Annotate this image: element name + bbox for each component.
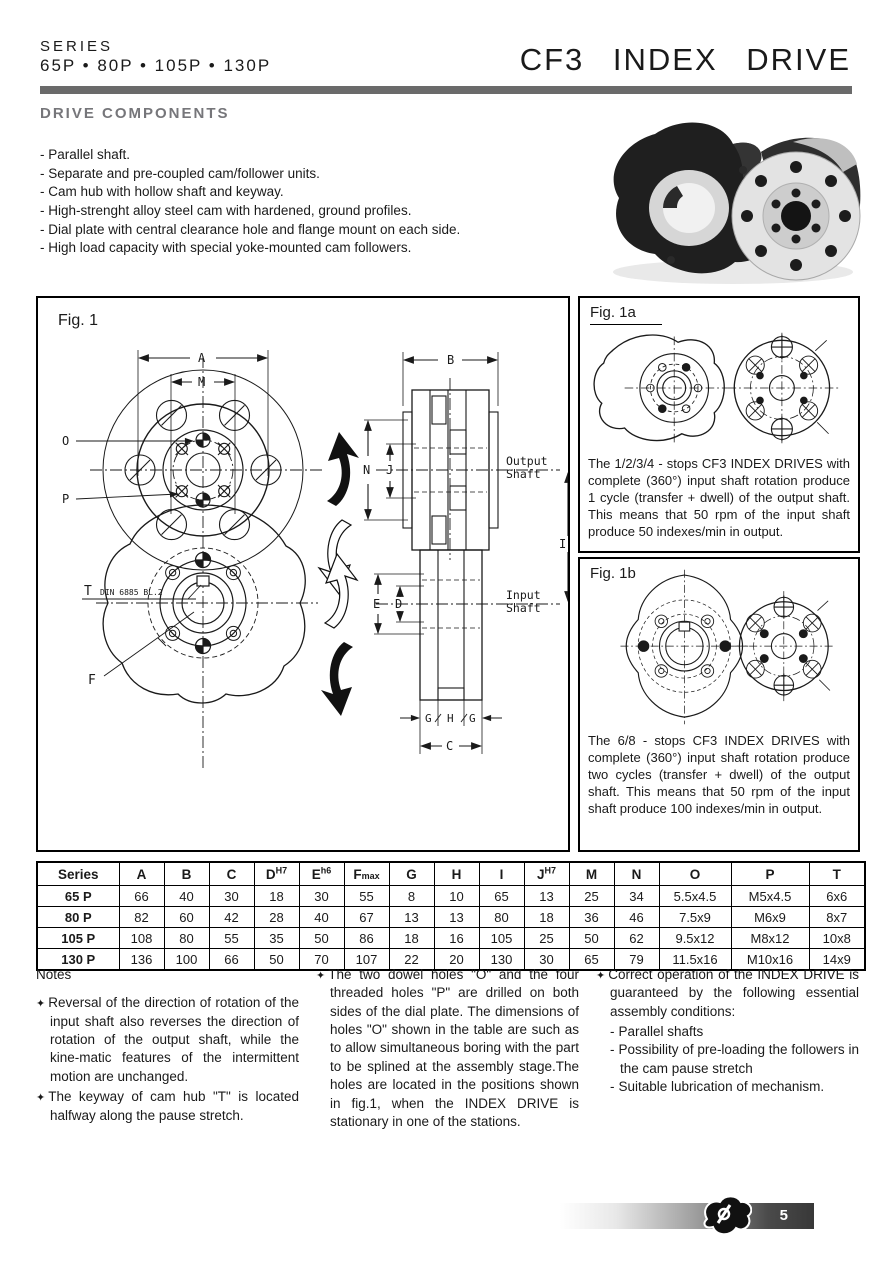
table-cell: 55 xyxy=(209,928,254,949)
rotation-arrow-down-black xyxy=(321,642,353,716)
fig1b-caption: Fig. 1b xyxy=(590,565,636,582)
notes-subitem: - Suitable lubrication of mechanism. xyxy=(610,1079,825,1095)
fig1b-drawing xyxy=(580,568,858,726)
dim-label-c: C xyxy=(446,739,454,753)
table-cell: 107 xyxy=(344,949,389,971)
table-header-cell: N xyxy=(614,862,659,886)
table-cell: 28 xyxy=(254,907,299,928)
dim-label-m: M xyxy=(198,375,206,389)
table-cell: 70 xyxy=(299,949,344,971)
table-header-cell: $J^{H7}$ xyxy=(524,862,569,886)
table-cell: 36 xyxy=(569,907,614,928)
fig1a-caption: Fig. 1a xyxy=(590,304,662,325)
input-shaft-label2: Shaft xyxy=(506,601,541,615)
table-cell: 50 xyxy=(254,949,299,971)
series-cell: 130 P xyxy=(37,949,119,971)
series-values: 65P • 80P • 105P • 130P xyxy=(40,56,272,75)
table-cell: 8x7 xyxy=(809,907,865,928)
fig1b-text: The 6/8 - stops CF3 INDEX DRIVES with complete (360°) input shaft rotation produce two cycles (transfer + dwell) of the output shaft. This means that 50 rpm of the input shaft produce 100 indexes/min in output. xyxy=(588,733,850,816)
table-cell: 46 xyxy=(614,907,659,928)
fig1b-panel xyxy=(578,557,860,852)
dim-label-g-right: G xyxy=(469,712,476,725)
table-cell: 80 xyxy=(164,928,209,949)
table-cell: 65 xyxy=(479,886,524,907)
table-cell: 50 xyxy=(569,928,614,949)
dash-icon: - xyxy=(610,1079,615,1095)
table-header-cell: $D^{H7}$ xyxy=(254,862,299,886)
dim-label-d: D xyxy=(395,597,403,611)
notes-subitem: - Possibility of pre-loading the followers in the cam pause stretch xyxy=(610,1042,859,1076)
keyway-label-din: DIN 6885 BL.2 xyxy=(100,588,163,597)
table-cell: 13 xyxy=(524,886,569,907)
table-cell: M10x16 xyxy=(731,949,809,971)
drive-component-item: - High load capacity with special yoke-mounted cam followers. xyxy=(40,240,412,256)
table-row xyxy=(37,886,865,907)
table-cell: 100 xyxy=(164,949,209,971)
table-header-cell: $E^{h6}$ xyxy=(299,862,344,886)
table-cell: 25 xyxy=(524,928,569,949)
table-cell: 40 xyxy=(164,886,209,907)
table-cell: 34 xyxy=(614,886,659,907)
table-cell: 20 xyxy=(434,949,479,971)
input-shaft-label: Input xyxy=(506,588,541,602)
series-cell: 105 P xyxy=(37,928,119,949)
notes-bullet: ✦ Reversal of the direction of rotation of the input shaft also reverses the direction of rotation of the output shaft, while the kine-matic features of the intermittent motion are unchanged. xyxy=(36,995,299,1084)
table-header-cell: Fmax xyxy=(344,862,389,886)
drive-component-item: - Separate and pre-coupled cam/follower units. xyxy=(40,165,320,181)
dim-label-e: E xyxy=(373,597,381,611)
fig1a-text: The 1/2/3/4 - stops CF3 INDEX DRIVES with complete (360°) input shaft rotation produce 1 cycle (transfer + dwell) of the output shaft. This means that 50 rpm of the input shaft produce 50 indexes/min in output. xyxy=(588,456,850,539)
dim-label-f: F xyxy=(88,673,96,688)
table-header-cell: C xyxy=(209,862,254,886)
table-header-cell: M xyxy=(569,862,614,886)
product-photo xyxy=(593,112,868,290)
table-cell: 16 xyxy=(434,928,479,949)
table-cell: 80 xyxy=(479,907,524,928)
drive-component-item: - Cam hub with hollow shaft and keyway. xyxy=(40,184,284,200)
notes-bullet: ✦ The two dowel holes "O" and the four threaded holes "P" are drilled on both sides of the dial plate. The dimensions of holes "O" shown in the table are such as to allow simultaneous boring with the part to be splined at the assembly stage.The holes are located in the positions shown in fig.1, when the INDEX DRIVE is stationary in one of the stations. xyxy=(316,967,579,1129)
table-row xyxy=(37,907,865,928)
table-cell: 30 xyxy=(209,886,254,907)
dim-label-o: O xyxy=(62,434,70,448)
notes-bullet: ✦ The keyway of cam hub "T" is located halfway along the pause stretch. xyxy=(36,1089,299,1123)
rotation-arrows xyxy=(319,432,359,716)
spec-table-header-row xyxy=(37,862,865,886)
bullet-icon: ✦ xyxy=(36,998,46,1011)
table-cell: 25 xyxy=(569,886,614,907)
dim-label-n: N xyxy=(363,463,371,477)
table-cell: 86 xyxy=(344,928,389,949)
table-cell: 42 xyxy=(209,907,254,928)
rotation-arrow-up-black xyxy=(327,432,359,506)
dim-label-a: A xyxy=(198,351,206,365)
page-number: 5 xyxy=(779,1207,788,1224)
table-cell: 105 xyxy=(479,928,524,949)
table-cell: 62 xyxy=(614,928,659,949)
cam-front-view xyxy=(82,505,318,703)
table-cell: 35 xyxy=(254,928,299,949)
table-cell: 30 xyxy=(299,886,344,907)
dim-label-g-left: G xyxy=(425,712,432,725)
table-cell: 67 xyxy=(344,907,389,928)
table-cell: 9.5x12 xyxy=(659,928,731,949)
dash-icon: - xyxy=(610,1024,615,1040)
table-cell: 7.5x9 xyxy=(659,907,731,928)
spec-table-body xyxy=(37,886,865,971)
notes-column-1 xyxy=(36,966,299,1133)
fig1-caption: Fig. 1 xyxy=(58,312,99,329)
table-cell: 82 xyxy=(119,907,164,928)
table-cell: 30 xyxy=(524,949,569,971)
fig1a-drawing xyxy=(580,327,858,449)
drive-components-list xyxy=(40,146,585,258)
bullet-icon: ✦ xyxy=(36,1092,46,1105)
notes-column-2 xyxy=(316,966,579,1133)
table-header-cell: P xyxy=(731,862,809,886)
table-cell: 8 xyxy=(389,886,434,907)
table-cell: 5.5x4.5 xyxy=(659,886,731,907)
table-header-cell: I xyxy=(479,862,524,886)
table-cell: 18 xyxy=(389,928,434,949)
drive-components-heading: DRIVE COMPONENTS xyxy=(40,105,230,122)
table-cell: 10x8 xyxy=(809,928,865,949)
notes-heading: Notes xyxy=(36,967,72,982)
table-cell: 55 xyxy=(344,886,389,907)
table-row xyxy=(37,928,865,949)
table-header-cell: Series xyxy=(37,862,119,886)
side-view xyxy=(364,352,568,754)
bullet-icon: ✦ xyxy=(596,970,606,982)
notes-subitem: - Parallel shafts xyxy=(610,1024,704,1040)
table-cell: M8x12 xyxy=(731,928,809,949)
dash-icon: - xyxy=(610,1042,615,1058)
drive-component-item: - Dial plate with central clearance hole and flange mount on each side. xyxy=(40,221,461,237)
drive-component-item: - Parallel shaft. xyxy=(40,147,131,162)
dim-label-j: J xyxy=(386,463,394,477)
table-header-cell: B xyxy=(164,862,209,886)
output-shaft-label: Output xyxy=(506,454,548,468)
table-cell: 13 xyxy=(434,907,479,928)
table-cell: 14x9 xyxy=(809,949,865,971)
keyway-label-t: T xyxy=(84,584,92,599)
table-header-cell: O xyxy=(659,862,731,886)
table-cell: 66 xyxy=(209,949,254,971)
table-cell: 136 xyxy=(119,949,164,971)
brand-logo-icon xyxy=(698,1193,752,1237)
fig1-panel xyxy=(36,296,570,852)
table-cell: 60 xyxy=(164,907,209,928)
dim-label-p: P xyxy=(62,492,70,506)
page-title: CF3 INDEX DRIVE xyxy=(519,42,851,77)
dim-label-i: I xyxy=(559,537,567,551)
table-cell: 22 xyxy=(389,949,434,971)
header-rule xyxy=(40,86,852,94)
spec-table xyxy=(36,861,859,971)
series-cell: 65 P xyxy=(37,886,119,907)
dim-label-h: H xyxy=(447,712,454,725)
fig1a-panel xyxy=(578,296,860,553)
table-cell: 50 xyxy=(299,928,344,949)
table-cell: 18 xyxy=(254,886,299,907)
table-cell: 130 xyxy=(479,949,524,971)
notes-section xyxy=(36,966,860,1133)
drive-component-item: - High-strenght alloy steel cam with hardened, ground profiles. xyxy=(40,202,412,218)
table-cell: M5x4.5 xyxy=(731,886,809,907)
notes-bullet: ✦ Correct operation of the INDEX DRIVE is guaranteed by the following essential assembly conditions: xyxy=(596,967,859,1019)
table-cell: M6x9 xyxy=(731,907,809,928)
table-header-cell: G xyxy=(389,862,434,886)
table-cell: 11.5x16 xyxy=(659,949,731,971)
table-header-cell: A xyxy=(119,862,164,886)
table-cell: 18 xyxy=(524,907,569,928)
table-cell: 65 xyxy=(569,949,614,971)
table-cell: 13 xyxy=(389,907,434,928)
series-cell: 80 P xyxy=(37,907,119,928)
bullet-icon: ✦ xyxy=(316,970,326,982)
table-cell: 79 xyxy=(614,949,659,971)
table-cell: 10 xyxy=(434,886,479,907)
output-shaft-label2: Shaft xyxy=(506,467,541,481)
table-cell: 6x6 xyxy=(809,886,865,907)
table-header-cell: H xyxy=(434,862,479,886)
notes-column-3 xyxy=(596,966,859,1133)
fig1-drawing xyxy=(38,298,568,850)
series-label: SERIES xyxy=(40,38,114,55)
dim-label-b: B xyxy=(447,353,455,367)
table-cell: 108 xyxy=(119,928,164,949)
table-cell: 40 xyxy=(299,907,344,928)
table-header-cell: T xyxy=(809,862,865,886)
table-cell: 66 xyxy=(119,886,164,907)
footer-bar xyxy=(560,1203,814,1229)
